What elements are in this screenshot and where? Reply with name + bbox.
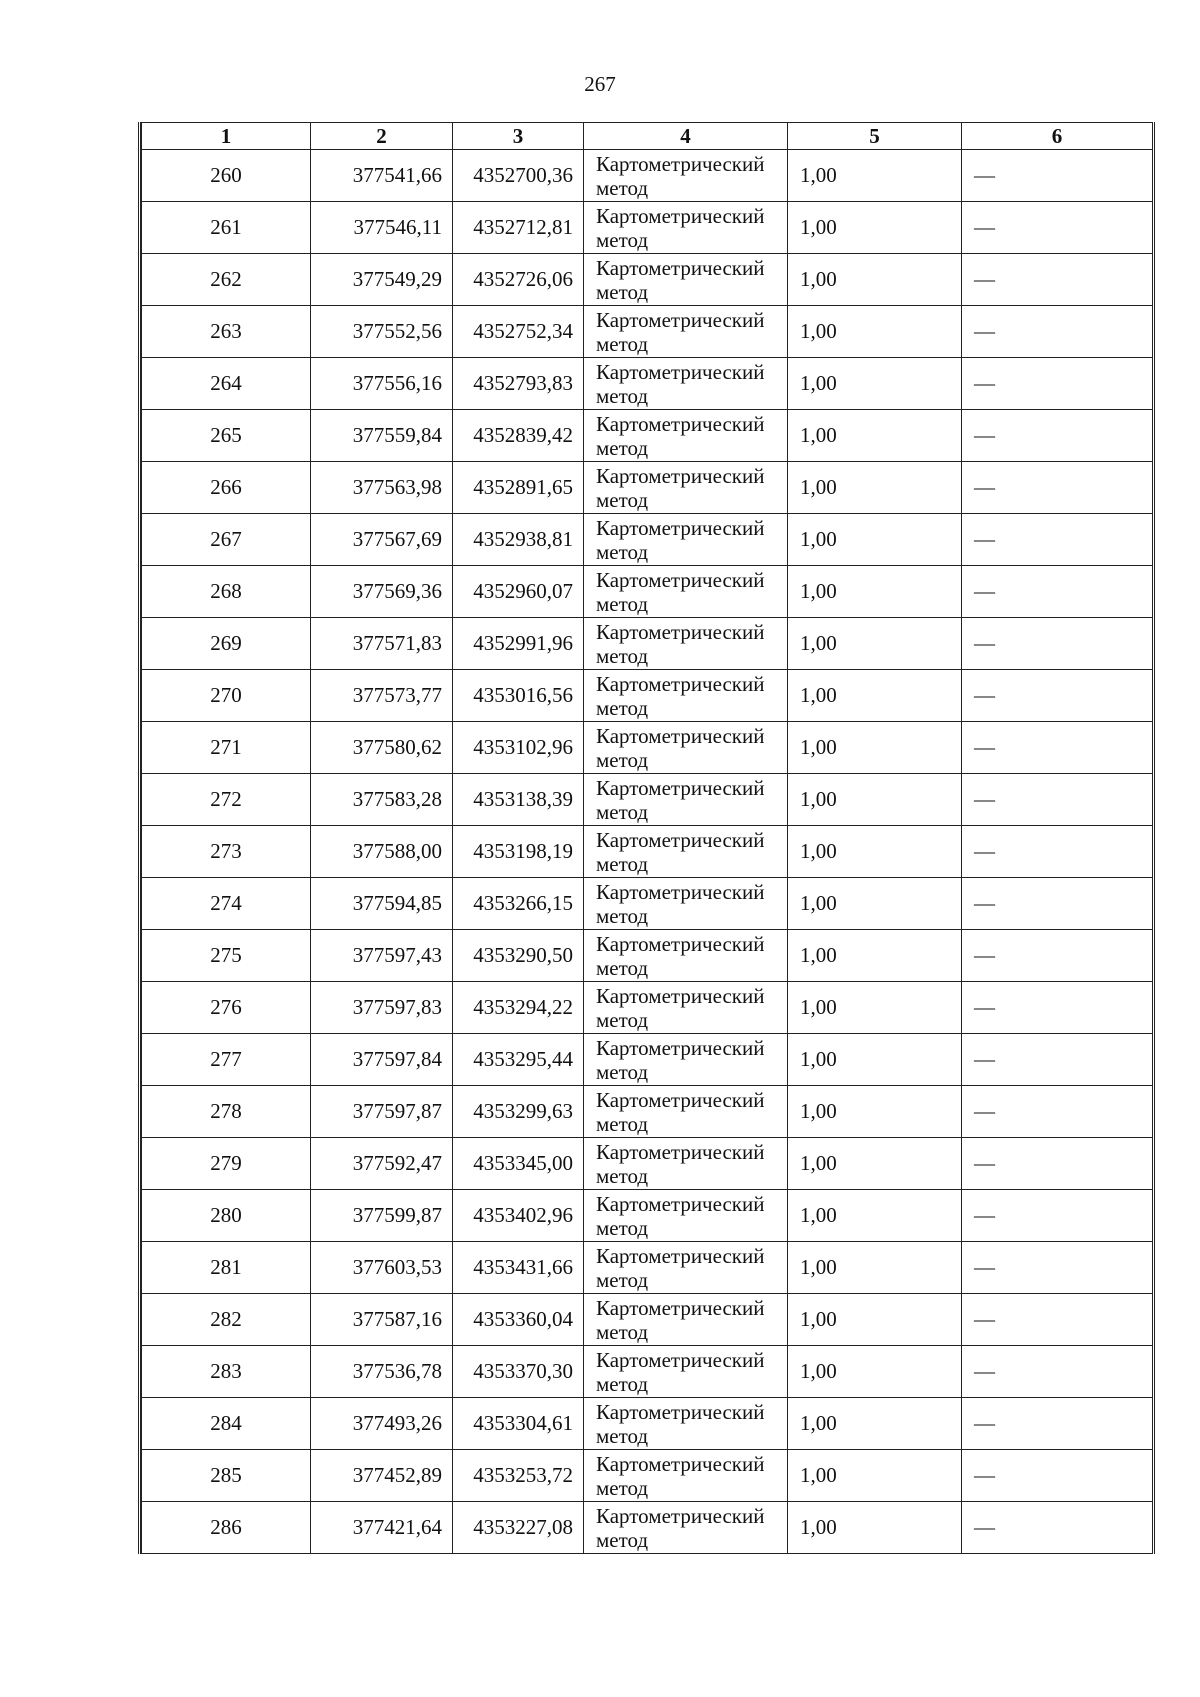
coordinates-table	[141, 122, 1153, 1554]
method-line-1: Картометрический	[596, 567, 765, 592]
table-row	[142, 462, 1153, 514]
y-coordinate-cell: 4352712,81	[453, 202, 584, 254]
x-coordinate-cell: 377549,29	[311, 254, 453, 306]
method-line-1: Картометрический	[596, 1191, 765, 1216]
method-line-2: метод	[596, 383, 649, 408]
method-line-1: Картометрический	[596, 879, 765, 904]
page-number: 267	[584, 72, 616, 96]
y-coordinate-cell: 4353345,00	[453, 1138, 584, 1190]
note-cell: —	[962, 1242, 1153, 1294]
method-cell	[584, 202, 788, 254]
table-row	[142, 1242, 1153, 1294]
accuracy-cell: 1,00	[788, 1398, 962, 1450]
table-row	[142, 202, 1153, 254]
method-line-2: метод	[596, 279, 649, 304]
method-line-2: метод	[596, 1423, 649, 1448]
note-cell: —	[962, 722, 1153, 774]
accuracy-cell: 1,00	[788, 618, 962, 670]
accuracy-cell: 1,00	[788, 254, 962, 306]
method-line-1: Картометрический	[596, 775, 765, 800]
point-number-cell: 265	[142, 410, 311, 462]
note-cell: —	[962, 514, 1153, 566]
method-line-1: Картометрический	[596, 1243, 765, 1268]
table-row	[142, 410, 1153, 462]
method-line-1: Картометрический	[596, 723, 765, 748]
table-row	[142, 982, 1153, 1034]
note-cell: —	[962, 1450, 1153, 1502]
method-cell	[584, 1502, 788, 1554]
x-coordinate-cell: 377603,53	[311, 1242, 453, 1294]
method-line-2: метод	[596, 955, 649, 980]
table-row	[142, 358, 1153, 410]
point-number-cell: 263	[142, 306, 311, 358]
x-coordinate-cell: 377580,62	[311, 722, 453, 774]
point-number-cell: 269	[142, 618, 311, 670]
y-coordinate-cell: 4353266,15	[453, 878, 584, 930]
accuracy-cell: 1,00	[788, 150, 962, 202]
y-coordinate-cell: 4353016,56	[453, 670, 584, 722]
point-number-cell: 272	[142, 774, 311, 826]
y-coordinate-cell: 4353198,19	[453, 826, 584, 878]
x-coordinate-cell: 377536,78	[311, 1346, 453, 1398]
method-cell	[584, 1138, 788, 1190]
accuracy-cell: 1,00	[788, 1138, 962, 1190]
x-coordinate-cell: 377567,69	[311, 514, 453, 566]
method-line-1: Картометрический	[596, 151, 765, 176]
point-number-cell: 271	[142, 722, 311, 774]
point-number-cell: 276	[142, 982, 311, 1034]
point-number-cell: 279	[142, 1138, 311, 1190]
x-coordinate-cell: 377563,98	[311, 462, 453, 514]
accuracy-cell: 1,00	[788, 1346, 962, 1398]
method-line-2: метод	[596, 695, 649, 720]
y-coordinate-cell: 4353253,72	[453, 1450, 584, 1502]
table-row	[142, 878, 1153, 930]
x-coordinate-cell: 377592,47	[311, 1138, 453, 1190]
x-coordinate-cell: 377493,26	[311, 1398, 453, 1450]
note-cell: —	[962, 1346, 1153, 1398]
x-coordinate-cell: 377573,77	[311, 670, 453, 722]
method-line-2: метод	[596, 799, 649, 824]
note-cell: —	[962, 1086, 1153, 1138]
table-row	[142, 254, 1153, 306]
method-cell	[584, 514, 788, 566]
note-cell: —	[962, 1502, 1153, 1554]
method-cell	[584, 1450, 788, 1502]
table-row	[142, 1398, 1153, 1450]
method-line-2: метод	[596, 1475, 649, 1500]
note-cell: —	[962, 1190, 1153, 1242]
note-cell: —	[962, 202, 1153, 254]
point-number-cell: 264	[142, 358, 311, 410]
method-line-2: метод	[596, 1319, 649, 1344]
header-cell: 2	[311, 123, 453, 150]
y-coordinate-cell: 4353102,96	[453, 722, 584, 774]
point-number-cell: 260	[142, 150, 311, 202]
table-row	[142, 1138, 1153, 1190]
point-number-cell: 280	[142, 1190, 311, 1242]
x-coordinate-cell: 377587,16	[311, 1294, 453, 1346]
table-row	[142, 670, 1153, 722]
note-cell: —	[962, 618, 1153, 670]
header-cell: 6	[962, 123, 1153, 150]
x-coordinate-cell: 377571,83	[311, 618, 453, 670]
note-cell: —	[962, 670, 1153, 722]
note-cell: —	[962, 462, 1153, 514]
method-line-2: метод	[596, 1527, 649, 1552]
x-coordinate-cell: 377546,11	[311, 202, 453, 254]
accuracy-cell: 1,00	[788, 670, 962, 722]
method-line-2: метод	[596, 747, 649, 772]
table-row	[142, 1190, 1153, 1242]
method-line-1: Картометрический	[596, 931, 765, 956]
accuracy-cell: 1,00	[788, 774, 962, 826]
method-line-2: метод	[596, 1059, 649, 1084]
point-number-cell: 267	[142, 514, 311, 566]
table-row	[142, 1346, 1153, 1398]
table-row	[142, 722, 1153, 774]
note-cell: —	[962, 1138, 1153, 1190]
method-cell	[584, 306, 788, 358]
accuracy-cell: 1,00	[788, 1502, 962, 1554]
method-line-1: Картометрический	[596, 255, 765, 280]
method-cell	[584, 982, 788, 1034]
x-coordinate-cell: 377541,66	[311, 150, 453, 202]
method-cell	[584, 462, 788, 514]
table-row	[142, 930, 1153, 982]
accuracy-cell: 1,00	[788, 566, 962, 618]
note-cell: —	[962, 566, 1153, 618]
x-coordinate-cell: 377452,89	[311, 1450, 453, 1502]
y-coordinate-cell: 4352891,65	[453, 462, 584, 514]
method-line-1: Картометрический	[596, 671, 765, 696]
y-coordinate-cell: 4352938,81	[453, 514, 584, 566]
method-cell	[584, 150, 788, 202]
table-row	[142, 514, 1153, 566]
x-coordinate-cell: 377597,87	[311, 1086, 453, 1138]
x-coordinate-cell: 377552,56	[311, 306, 453, 358]
note-cell: —	[962, 254, 1153, 306]
method-line-2: метод	[596, 1215, 649, 1240]
point-number-cell: 273	[142, 826, 311, 878]
note-cell: —	[962, 982, 1153, 1034]
note-cell: —	[962, 1398, 1153, 1450]
method-line-1: Картометрический	[596, 463, 765, 488]
point-number-cell: 284	[142, 1398, 311, 1450]
method-line-2: метод	[596, 851, 649, 876]
table-row	[142, 1450, 1153, 1502]
accuracy-cell: 1,00	[788, 358, 962, 410]
method-line-1: Картометрический	[596, 983, 765, 1008]
point-number-cell: 285	[142, 1450, 311, 1502]
method-line-2: метод	[596, 591, 649, 616]
table-row	[142, 566, 1153, 618]
y-coordinate-cell: 4352752,34	[453, 306, 584, 358]
x-coordinate-cell: 377421,64	[311, 1502, 453, 1554]
x-coordinate-cell: 377588,00	[311, 826, 453, 878]
note-cell: —	[962, 1294, 1153, 1346]
coordinates-table-frame	[138, 122, 1155, 1554]
accuracy-cell: 1,00	[788, 202, 962, 254]
y-coordinate-cell: 4353290,50	[453, 930, 584, 982]
method-cell	[584, 774, 788, 826]
method-line-2: метод	[596, 1007, 649, 1032]
method-line-2: метод	[596, 331, 649, 356]
method-cell	[584, 566, 788, 618]
header-cell: 4	[584, 123, 788, 150]
method-cell	[584, 930, 788, 982]
y-coordinate-cell: 4352991,96	[453, 618, 584, 670]
y-coordinate-cell: 4353294,22	[453, 982, 584, 1034]
accuracy-cell: 1,00	[788, 462, 962, 514]
x-coordinate-cell: 377594,85	[311, 878, 453, 930]
method-cell	[584, 254, 788, 306]
y-coordinate-cell: 4353431,66	[453, 1242, 584, 1294]
accuracy-cell: 1,00	[788, 514, 962, 566]
method-line-1: Картометрический	[596, 619, 765, 644]
method-cell	[584, 826, 788, 878]
method-line-1: Картометрический	[596, 411, 765, 436]
y-coordinate-cell: 4353304,61	[453, 1398, 584, 1450]
x-coordinate-cell: 377597,43	[311, 930, 453, 982]
x-coordinate-cell: 377583,28	[311, 774, 453, 826]
method-line-2: метод	[596, 1163, 649, 1188]
table-row	[142, 1294, 1153, 1346]
point-number-cell: 274	[142, 878, 311, 930]
y-coordinate-cell: 4353402,96	[453, 1190, 584, 1242]
method-line-1: Картометрический	[596, 1139, 765, 1164]
method-cell	[584, 1398, 788, 1450]
point-number-cell: 275	[142, 930, 311, 982]
method-cell	[584, 618, 788, 670]
method-cell	[584, 722, 788, 774]
x-coordinate-cell: 377556,16	[311, 358, 453, 410]
y-coordinate-cell: 4352793,83	[453, 358, 584, 410]
method-line-1: Картометрический	[596, 1399, 765, 1424]
point-number-cell: 283	[142, 1346, 311, 1398]
note-cell: —	[962, 306, 1153, 358]
y-coordinate-cell: 4353299,63	[453, 1086, 584, 1138]
table-row	[142, 618, 1153, 670]
method-cell	[584, 1294, 788, 1346]
table-row	[142, 1086, 1153, 1138]
y-coordinate-cell: 4352726,06	[453, 254, 584, 306]
method-line-2: метод	[596, 1371, 649, 1396]
point-number-cell: 281	[142, 1242, 311, 1294]
method-line-1: Картометрический	[596, 515, 765, 540]
y-coordinate-cell: 4352839,42	[453, 410, 584, 462]
x-coordinate-cell: 377559,84	[311, 410, 453, 462]
y-coordinate-cell: 4353138,39	[453, 774, 584, 826]
point-number-cell: 282	[142, 1294, 311, 1346]
method-cell	[584, 1242, 788, 1294]
method-cell	[584, 1346, 788, 1398]
x-coordinate-cell: 377569,36	[311, 566, 453, 618]
table-row	[142, 774, 1153, 826]
table-row	[142, 826, 1153, 878]
accuracy-cell: 1,00	[788, 930, 962, 982]
note-cell: —	[962, 150, 1153, 202]
note-cell: —	[962, 774, 1153, 826]
method-line-2: метод	[596, 175, 649, 200]
table-row	[142, 1034, 1153, 1086]
header-cell: 1	[142, 123, 311, 150]
method-cell	[584, 1086, 788, 1138]
method-cell	[584, 1034, 788, 1086]
method-line-2: метод	[596, 643, 649, 668]
point-number-cell: 261	[142, 202, 311, 254]
accuracy-cell: 1,00	[788, 722, 962, 774]
accuracy-cell: 1,00	[788, 982, 962, 1034]
header-cell: 3	[453, 123, 584, 150]
table-row	[142, 306, 1153, 358]
method-line-2: метод	[596, 903, 649, 928]
method-line-1: Картометрический	[596, 827, 765, 852]
method-line-1: Картометрический	[596, 1451, 765, 1476]
accuracy-cell: 1,00	[788, 410, 962, 462]
method-cell	[584, 358, 788, 410]
method-line-1: Картометрический	[596, 1347, 765, 1372]
method-line-1: Картометрический	[596, 1087, 765, 1112]
x-coordinate-cell: 377597,84	[311, 1034, 453, 1086]
accuracy-cell: 1,00	[788, 1242, 962, 1294]
table-row	[142, 1502, 1153, 1554]
method-line-2: метод	[596, 1267, 649, 1292]
y-coordinate-cell: 4353227,08	[453, 1502, 584, 1554]
accuracy-cell: 1,00	[788, 1294, 962, 1346]
point-number-cell: 266	[142, 462, 311, 514]
method-line-1: Картометрический	[596, 203, 765, 228]
y-coordinate-cell: 4353360,04	[453, 1294, 584, 1346]
point-number-cell: 262	[142, 254, 311, 306]
method-cell	[584, 1190, 788, 1242]
method-line-1: Картометрический	[596, 1503, 765, 1528]
method-line-2: метод	[596, 1111, 649, 1136]
accuracy-cell: 1,00	[788, 1450, 962, 1502]
accuracy-cell: 1,00	[788, 306, 962, 358]
accuracy-cell: 1,00	[788, 878, 962, 930]
method-line-2: метод	[596, 539, 649, 564]
note-cell: —	[962, 358, 1153, 410]
method-line-1: Картометрический	[596, 1295, 765, 1320]
method-line-2: метод	[596, 487, 649, 512]
note-cell: —	[962, 1034, 1153, 1086]
y-coordinate-cell: 4353370,30	[453, 1346, 584, 1398]
point-number-cell: 278	[142, 1086, 311, 1138]
note-cell: —	[962, 930, 1153, 982]
method-cell	[584, 878, 788, 930]
point-number-cell: 277	[142, 1034, 311, 1086]
point-number-cell: 286	[142, 1502, 311, 1554]
method-line-2: метод	[596, 435, 649, 460]
y-coordinate-cell: 4352700,36	[453, 150, 584, 202]
accuracy-cell: 1,00	[788, 1034, 962, 1086]
y-coordinate-cell: 4352960,07	[453, 566, 584, 618]
note-cell: —	[962, 826, 1153, 878]
table-header-row	[142, 123, 1153, 150]
x-coordinate-cell: 377597,83	[311, 982, 453, 1034]
method-line-1: Картометрический	[596, 307, 765, 332]
x-coordinate-cell: 377599,87	[311, 1190, 453, 1242]
method-line-2: метод	[596, 227, 649, 252]
point-number-cell: 270	[142, 670, 311, 722]
method-line-1: Картометрический	[596, 359, 765, 384]
header-cell: 5	[788, 123, 962, 150]
note-cell: —	[962, 878, 1153, 930]
table-row	[142, 150, 1153, 202]
note-cell: —	[962, 410, 1153, 462]
accuracy-cell: 1,00	[788, 826, 962, 878]
accuracy-cell: 1,00	[788, 1086, 962, 1138]
method-cell	[584, 410, 788, 462]
table-body	[142, 150, 1153, 1554]
method-cell	[584, 670, 788, 722]
method-line-1: Картометрический	[596, 1035, 765, 1060]
accuracy-cell: 1,00	[788, 1190, 962, 1242]
point-number-cell: 268	[142, 566, 311, 618]
y-coordinate-cell: 4353295,44	[453, 1034, 584, 1086]
